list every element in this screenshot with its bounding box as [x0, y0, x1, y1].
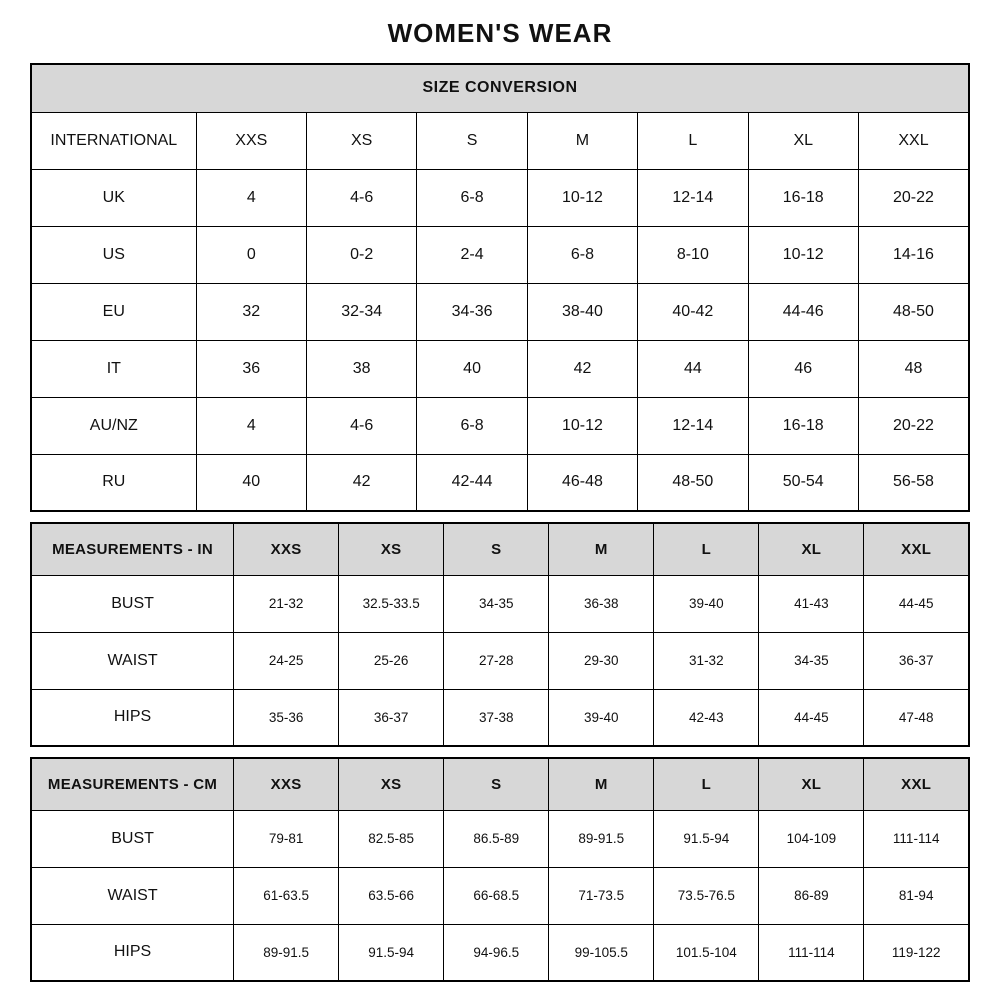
table-row: [31, 810, 969, 867]
cell: 10-12: [748, 226, 858, 283]
column-header: XL: [759, 758, 864, 810]
row-label: US: [31, 226, 196, 283]
measurements-in-table: [30, 522, 970, 747]
table-row: [31, 397, 969, 454]
cell: 29-30: [549, 632, 654, 689]
table-row: [31, 575, 969, 632]
cell: 63.5-66: [339, 867, 444, 924]
cell: 82.5-85: [339, 810, 444, 867]
row-label: BUST: [31, 810, 234, 867]
cell: 89-91.5: [234, 924, 339, 981]
cell: 16-18: [748, 397, 858, 454]
table-row: [31, 226, 969, 283]
table-title: MEASUREMENTS - CM: [31, 758, 234, 810]
table-header-row: [31, 758, 969, 810]
cell: 34-35: [759, 632, 864, 689]
row-label: RU: [31, 454, 196, 511]
column-header: XS: [339, 523, 444, 575]
cell: 10-12: [527, 397, 637, 454]
table-row: [31, 924, 969, 981]
table-row: [31, 454, 969, 511]
cell: 47-48: [864, 689, 969, 746]
cell: 79-81: [234, 810, 339, 867]
cell: 6-8: [527, 226, 637, 283]
column-header: S: [444, 523, 549, 575]
column-header: M: [527, 112, 637, 169]
cell: 40: [417, 340, 527, 397]
size-conversion-table: [30, 63, 970, 512]
column-header: M: [549, 758, 654, 810]
cell: 48-50: [858, 283, 969, 340]
cell: 32.5-33.5: [339, 575, 444, 632]
cell: 34-35: [444, 575, 549, 632]
cell: 73.5-76.5: [654, 867, 759, 924]
cell: 2-4: [417, 226, 527, 283]
column-header: L: [638, 112, 748, 169]
column-header: XXS: [196, 112, 306, 169]
cell: 32: [196, 283, 306, 340]
cell: 44-45: [759, 689, 864, 746]
column-header: L: [654, 523, 759, 575]
cell: 0: [196, 226, 306, 283]
cell: 42-44: [417, 454, 527, 511]
cell: 27-28: [444, 632, 549, 689]
cell: 89-91.5: [549, 810, 654, 867]
cell: 86.5-89: [444, 810, 549, 867]
cell: 12-14: [638, 169, 748, 226]
column-header: S: [417, 112, 527, 169]
column-header: S: [444, 758, 549, 810]
cell: 31-32: [654, 632, 759, 689]
cell: 39-40: [654, 575, 759, 632]
cell: 38-40: [527, 283, 637, 340]
table-row: [31, 689, 969, 746]
column-header: M: [549, 523, 654, 575]
cell: 42-43: [654, 689, 759, 746]
cell: 36-38: [549, 575, 654, 632]
column-header: XS: [339, 758, 444, 810]
cell: 46: [748, 340, 858, 397]
row-label: BUST: [31, 575, 234, 632]
cell: 81-94: [864, 867, 969, 924]
table-row: [31, 169, 969, 226]
cell: 21-32: [234, 575, 339, 632]
cell: 42: [306, 454, 416, 511]
cell: 42: [527, 340, 637, 397]
cell: 56-58: [858, 454, 969, 511]
table-row: [31, 632, 969, 689]
row-label: AU/NZ: [31, 397, 196, 454]
cell: 99-105.5: [549, 924, 654, 981]
table-title: MEASUREMENTS - IN: [31, 523, 234, 575]
column-header: XXS: [234, 758, 339, 810]
cell: 4-6: [306, 397, 416, 454]
cell: 36: [196, 340, 306, 397]
cell: 46-48: [527, 454, 637, 511]
cell: 20-22: [858, 397, 969, 454]
table-header-row: [31, 112, 969, 169]
table-banner-row: [31, 64, 969, 112]
cell: 20-22: [858, 169, 969, 226]
row-label: HIPS: [31, 924, 234, 981]
measurements-cm-table: [30, 757, 970, 982]
row-label: WAIST: [31, 867, 234, 924]
cell: 44-45: [864, 575, 969, 632]
cell: 66-68.5: [444, 867, 549, 924]
cell: 10-12: [527, 169, 637, 226]
row-label: IT: [31, 340, 196, 397]
cell: 104-109: [759, 810, 864, 867]
cell: 40: [196, 454, 306, 511]
cell: 37-38: [444, 689, 549, 746]
cell: 40-42: [638, 283, 748, 340]
cell: 39-40: [549, 689, 654, 746]
cell: 101.5-104: [654, 924, 759, 981]
cell: 4: [196, 169, 306, 226]
table-row: [31, 867, 969, 924]
column-header: XL: [759, 523, 864, 575]
page-title: WOMEN'S WEAR: [387, 18, 613, 48]
cell: 119-122: [864, 924, 969, 981]
cell: 44-46: [748, 283, 858, 340]
column-header: XXL: [864, 758, 969, 810]
cell: 91.5-94: [654, 810, 759, 867]
row-label: WAIST: [31, 632, 234, 689]
cell: 36-37: [339, 689, 444, 746]
cell: 25-26: [339, 632, 444, 689]
column-header: XXS: [234, 523, 339, 575]
table-header-row: [31, 523, 969, 575]
cell: 14-16: [858, 226, 969, 283]
cell: 24-25: [234, 632, 339, 689]
cell: 8-10: [638, 226, 748, 283]
row-label: INTERNATIONAL: [31, 112, 196, 169]
cell: 38: [306, 340, 416, 397]
cell: 34-36: [417, 283, 527, 340]
cell: 35-36: [234, 689, 339, 746]
cell: 44: [638, 340, 748, 397]
size-conversion-banner: SIZE CONVERSION: [31, 64, 969, 112]
cell: 71-73.5: [549, 867, 654, 924]
column-header: XL: [748, 112, 858, 169]
column-header: XXL: [864, 523, 969, 575]
cell: 4: [196, 397, 306, 454]
cell: 48-50: [638, 454, 748, 511]
row-label: HIPS: [31, 689, 234, 746]
cell: 41-43: [759, 575, 864, 632]
cell: 94-96.5: [444, 924, 549, 981]
cell: 6-8: [417, 169, 527, 226]
cell: 50-54: [748, 454, 858, 511]
column-header: XS: [306, 112, 416, 169]
cell: 91.5-94: [339, 924, 444, 981]
cell: 12-14: [638, 397, 748, 454]
cell: 32-34: [306, 283, 416, 340]
cell: 86-89: [759, 867, 864, 924]
cell: 48: [858, 340, 969, 397]
cell: 6-8: [417, 397, 527, 454]
cell: 16-18: [748, 169, 858, 226]
column-header: XXL: [858, 112, 969, 169]
cell: 0-2: [306, 226, 416, 283]
row-label: EU: [31, 283, 196, 340]
cell: 4-6: [306, 169, 416, 226]
cell: 111-114: [759, 924, 864, 981]
table-row: [31, 340, 969, 397]
cell: 111-114: [864, 810, 969, 867]
cell: 61-63.5: [234, 867, 339, 924]
cell: 36-37: [864, 632, 969, 689]
column-header: L: [654, 758, 759, 810]
table-row: [31, 283, 969, 340]
row-label: UK: [31, 169, 196, 226]
